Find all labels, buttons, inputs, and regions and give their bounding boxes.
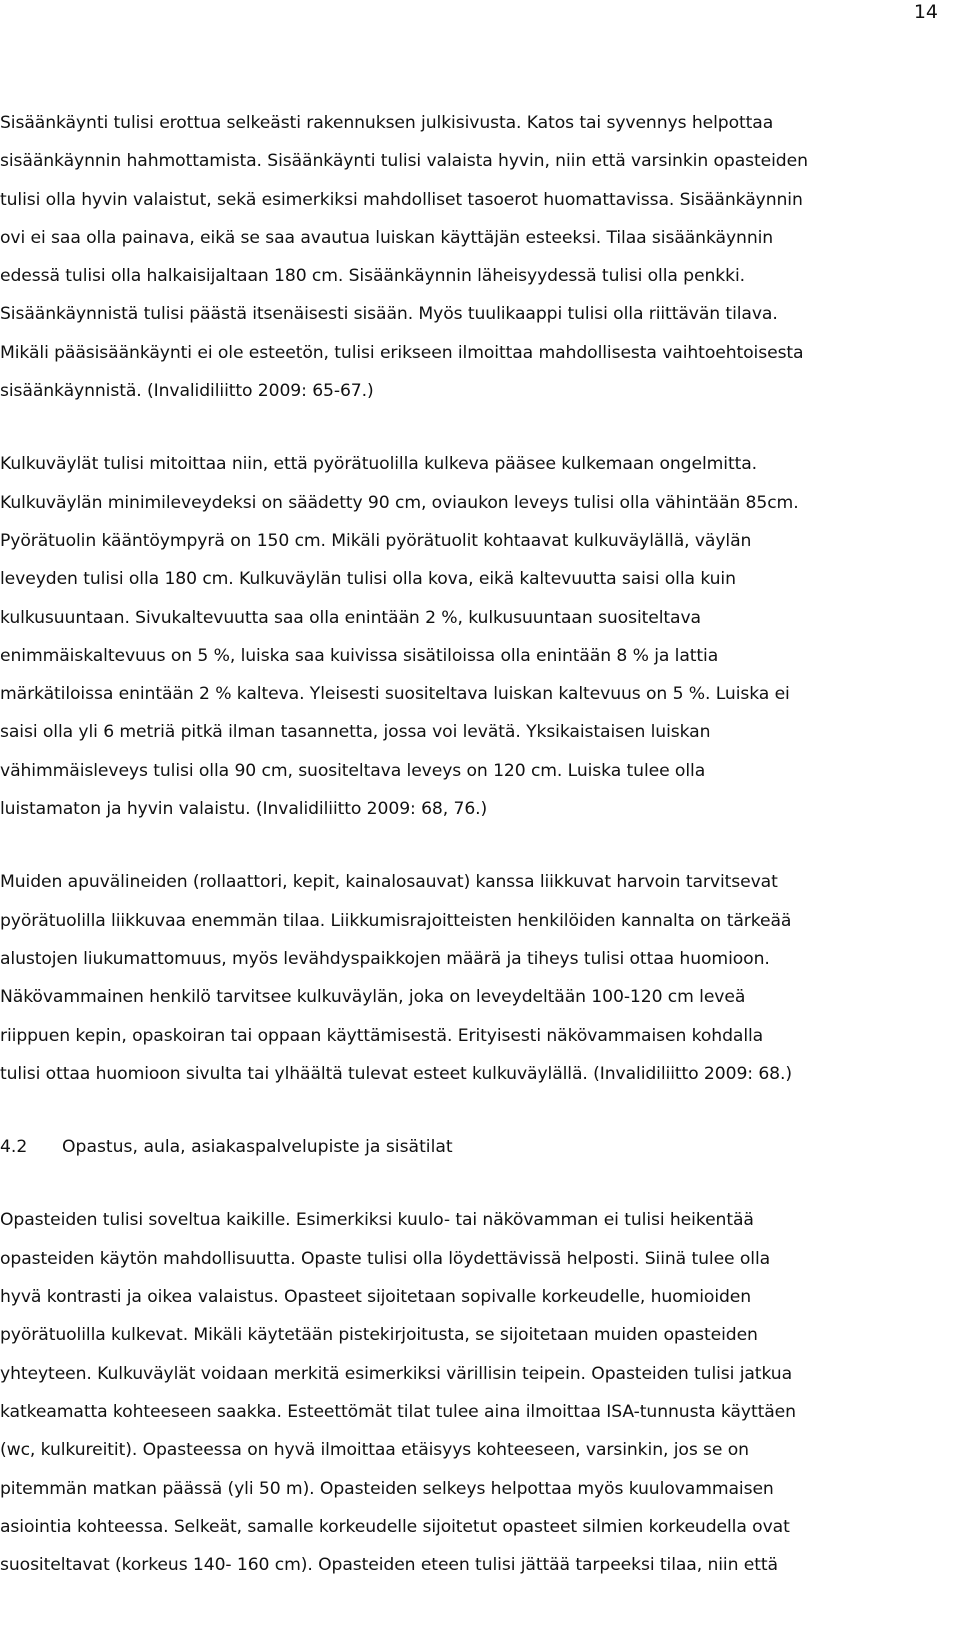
section-number: 4.2 [0,1137,28,1158]
text-line: enimmäiskaltevuus on 5 %, luiska saa kuivissa sisätiloissa olla enintään 8 % ja lattia [0,645,719,666]
text-line: suositeltavat (korkeus 140- 160 cm). Opasteiden eteen tulisi jättää tarpeeksi tilaa, niin että [0,1555,778,1576]
text-line: Muiden apuvälineiden (rollaattori, kepit, kainalosauvat) kanssa liikkuvat harvoin tarvitsevat [0,872,778,893]
document-body [0,104,960,1584]
section-heading [0,1128,960,1166]
text-line: Kulkuväylän minimileveydeksi on säädetty 90 cm, oviaukon leveys tulisi olla vähintään 85cm. [0,492,799,513]
text-line: saisi olla yli 6 metriä pitkä ilman tasannetta, jossa voi levätä. Yksikaistaisen luiskan [0,722,711,743]
paragraph-entrance [0,104,960,410]
paragraph-gap [0,1166,960,1201]
text-line: Näkövammainen henkilö tarvitsee kulkuväylän, joka on leveydeltään 100-120 cm leveä [0,987,746,1008]
text-line: Kulkuväylät tulisi mitoittaa niin, että pyörätuolilla kulkeva pääsee kulkemaan ongelmitta. [0,454,758,475]
paragraph-signage [0,1201,960,1584]
text-line: asiointia kohteessa. Selkeät, samalle korkeudelle sijoitetut opasteet silmien korkeudella ovat [0,1516,790,1537]
text-line: Mikäli pääsisäänkäynti ei ole esteetön, tulisi erikseen ilmoittaa mahdollisesta vaihtoehtoisesta [0,342,804,363]
text-line: Pyörätuolin kääntöympyrä on 150 cm. Mikäli pyörätuolit kohtaavat kulkuväylällä, väylän [0,530,752,551]
section-title: Opastus, aula, asiakaspalvelupiste ja sisätilat [62,1137,453,1158]
page-number: 14 [913,1,938,23]
text-line: leveyden tulisi olla 180 cm. Kulkuväylän tulisi olla kova, eikä kaltevuutta saisi olla kuin [0,569,736,590]
text-line: sisäänkäynnistä. (Invalidiliitto 2009: 65-67.) [0,381,374,402]
text-line: kulkusuuntaan. Sivukaltevuutta saa olla enintään 2 %, kulkusuuntaan suositeltava [0,607,701,628]
paragraph-gap [0,1093,960,1128]
text-line: edessä tulisi olla halkaisijaltaan 180 cm. Sisäänkäynnin läheisyydessä tulisi olla penkki. [0,266,745,287]
text-line: Sisäänkäynnistä tulisi päästä itsenäisesti sisään. Myös tuulikaappi tulisi olla riittävän tilava. [0,304,778,325]
text-line: tulisi ottaa huomioon sivulta tai ylhäältä tulevat esteet kulkuväylällä. (Invalidiliitto 2009: 68.) [0,1063,792,1084]
text-line: ovi ei saa olla painava, eikä se saa avautua luiskan käyttäjän esteeksi. Tilaa sisäänkäynnin [0,227,774,248]
text-line: sisäänkäynnin hahmottamista. Sisäänkäynti tulisi valaista hyvin, niin että varsinkin opasteiden [0,151,808,172]
text-line: Sisäänkäynti tulisi erottua selkeästi rakennuksen julkisivusta. Katos tai syvennys helpottaa [0,113,774,133]
text-line: hyvä kontrasti ja oikea valaistus. Opasteet sijoitetaan sopivalle korkeudelle, huomioiden [0,1287,752,1308]
text-line: märkätiloissa enintään 2 % kalteva. Yleisesti suositeltava luiskan kaltevuus on 5 %. Luiska ei [0,684,790,705]
text-line: tulisi olla hyvin valaistut, sekä esimerkiksi mahdolliset tasoerot huomattavissa. Sisäänkäynnin [0,189,803,210]
text-line: yhteyteen. Kulkuväylät voidaan merkitä esimerkiksi värillisin teipein. Opasteiden tulisi jatkua [0,1363,793,1384]
paragraph-gap [0,828,960,863]
paragraph-walkways [0,445,960,828]
text-line: opasteiden käytön mahdollisuutta. Opaste tulisi olla löydettävissä helposti. Siinä tulee olla [0,1248,771,1269]
paragraph-mobility-aids [0,863,960,1093]
text-line: (wc, kulkureitit). Opasteessa on hyvä ilmoittaa etäisyys kohteeseen, varsinkin, jos se on [0,1440,749,1461]
text-line: alustojen liukumattomuus, myös levähdyspaikkojen määrä ja tiheys tulisi ottaa huomioon. [0,948,770,969]
text-line: katkeamatta kohteeseen saakka. Esteettömät tilat tulee aina ilmoittaa ISA-tunnusta käyttäen [0,1401,796,1422]
text-line: pitemmän matkan päässä (yli 50 m). Opasteiden selkeys helpottaa myös kuulovammaisen [0,1478,774,1499]
text-line: luistamaton ja hyvin valaistu. (Invalidiliitto 2009: 68, 76.) [0,799,488,820]
text-line: riippuen kepin, opaskoiran tai oppaan käyttämisestä. Erityisesti näkövammaisen kohdalla [0,1025,764,1046]
text-line: Opasteiden tulisi soveltua kaikille. Esimerkiksi kuulo- tai näkövamman ei tulisi heikentää [0,1210,754,1231]
text-line: vähimmäisleveys tulisi olla 90 cm, suositeltava leveys on 120 cm. Luiska tulee olla [0,760,706,781]
paragraph-gap [0,410,960,445]
text-line: pyörätuolilla kulkevat. Mikäli käytetään pistekirjoitusta, se sijoitetaan muiden opasteiden [0,1325,758,1346]
text-line: pyörätuolilla liikkuvaa enemmän tilaa. Liikkumisrajoitteisten henkilöiden kannalta on tärkeää [0,910,792,931]
